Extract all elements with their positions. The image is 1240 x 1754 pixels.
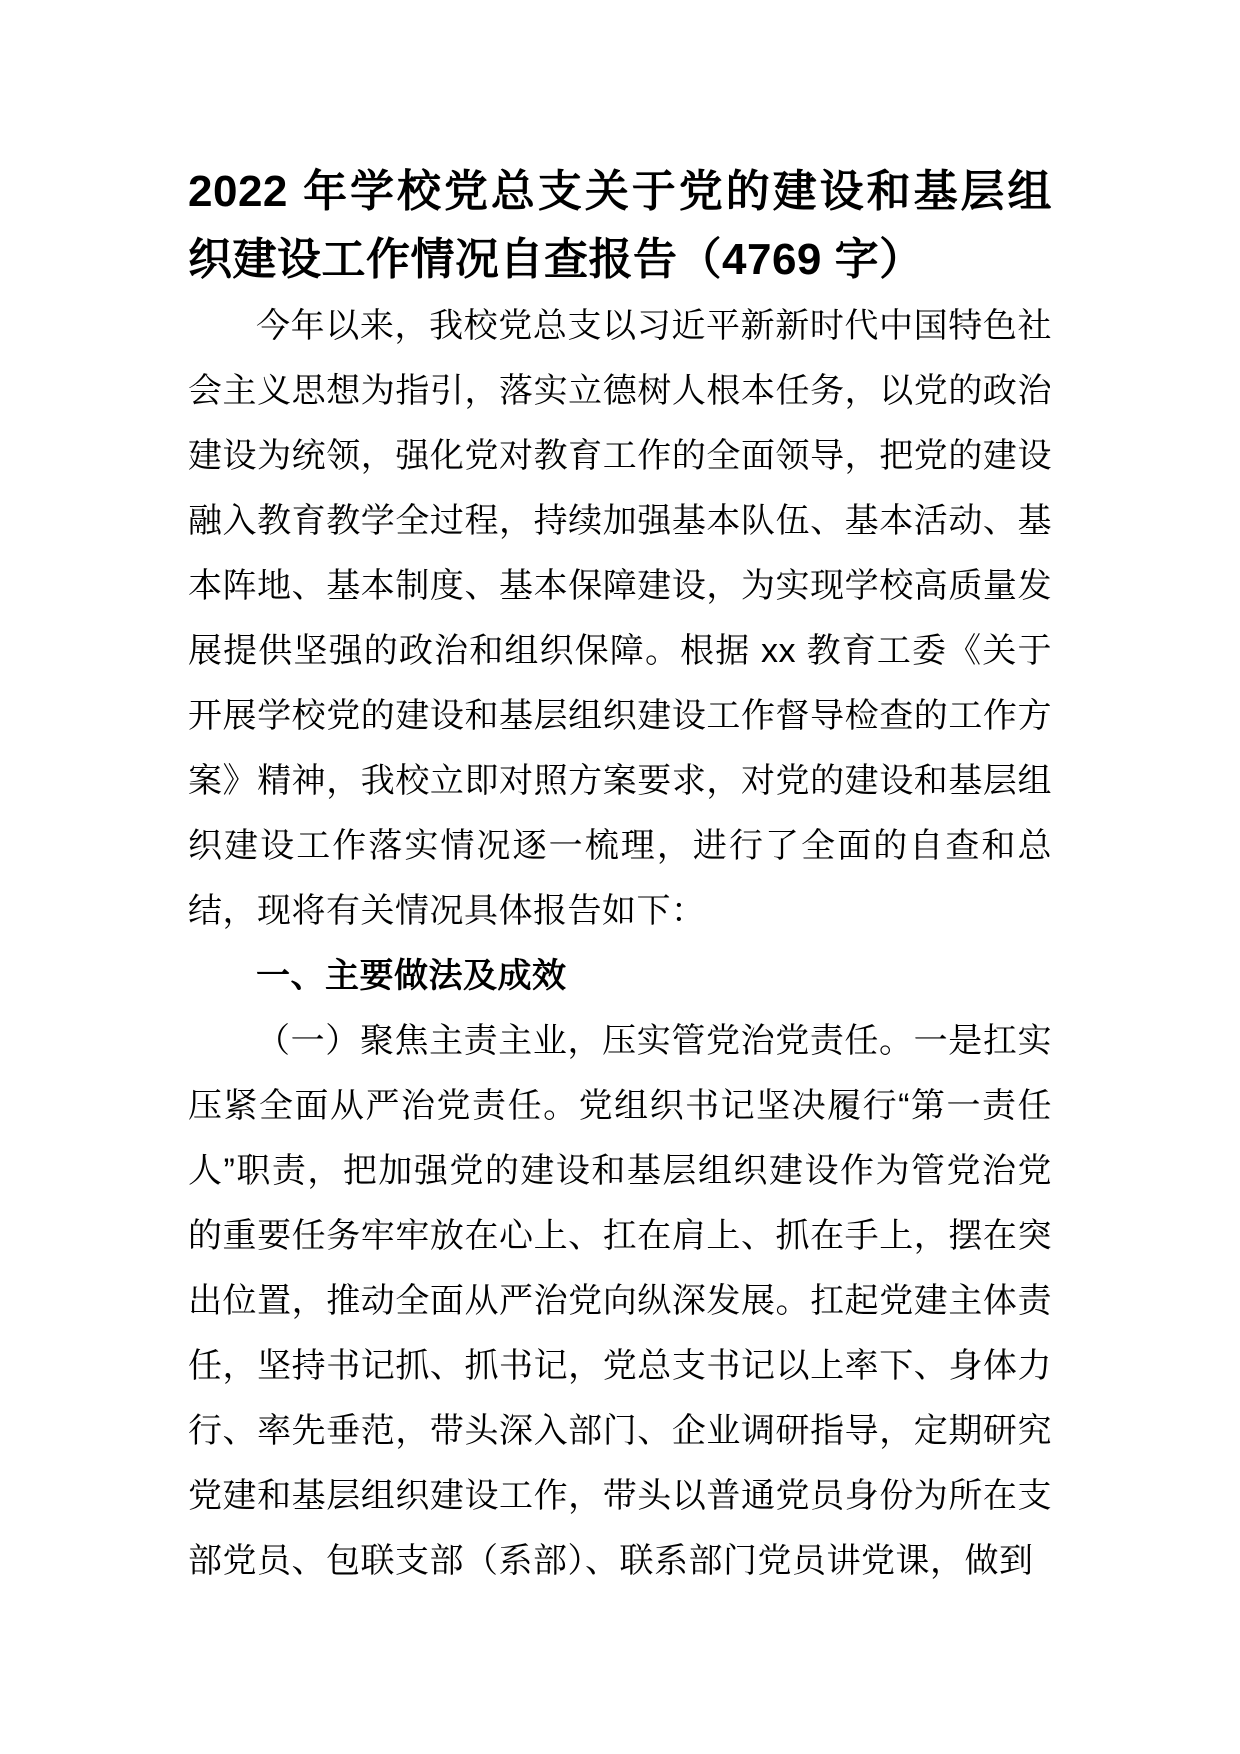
section-one-paragraph: （一）聚焦主责主业，压实管党治党责任。一是扛实压紧全面从严治党责任。党组织书记坚决履行“第一责任人”职责，把加强党的建设和基层组织建设作为管党治党的重要任务牢牢放在心上、扛在肩上、抓在手上，摆在突出位置，推动全面从严治党向纵深发展。扛起党建主体责任，坚持书记抓、抓书记，党总支书记以上率下、身体力行、率先垂范，带头深入部门、企业调研指导，定期研究党建和基层组织建设工作，带头以普通党员身份为所在支部党员、包联支部（系部）、联系部门党员讲党课，做到: [188, 1022, 1052, 1580]
section-heading-main-practices: 一、主要做法及成效: [256, 957, 567, 995]
document-title: 2022 年学校党总支关于党的建设和基层组织建设工作情况自查报告（4769 字）: [188, 167, 1052, 284]
intro-paragraph: 今年以来，我校党总支以习近平新新时代中国特色社会主义思想为指引，落实立德树人根本任务，以党的政治建设为统领，强化党对教育工作的全面领导，把党的建设融入教育教学全过程，持续加强基本队伍、基本活动、基本阵地、基本制度、基本保障建设，为实现学校高质量发展提供坚强的政治和组织保障。根据 xx 教育工委《关于开展学校党的建设和基层组织建设工作督导检查的工作方案》精神，我校立即对照方案要求，对党的建设和基层组织建设工作落实情况逐一梳理，进行了全面的自查和总结，现将有关情况具体报告如下：: [188, 307, 1052, 930]
document-content: [188, 158, 1052, 1594]
